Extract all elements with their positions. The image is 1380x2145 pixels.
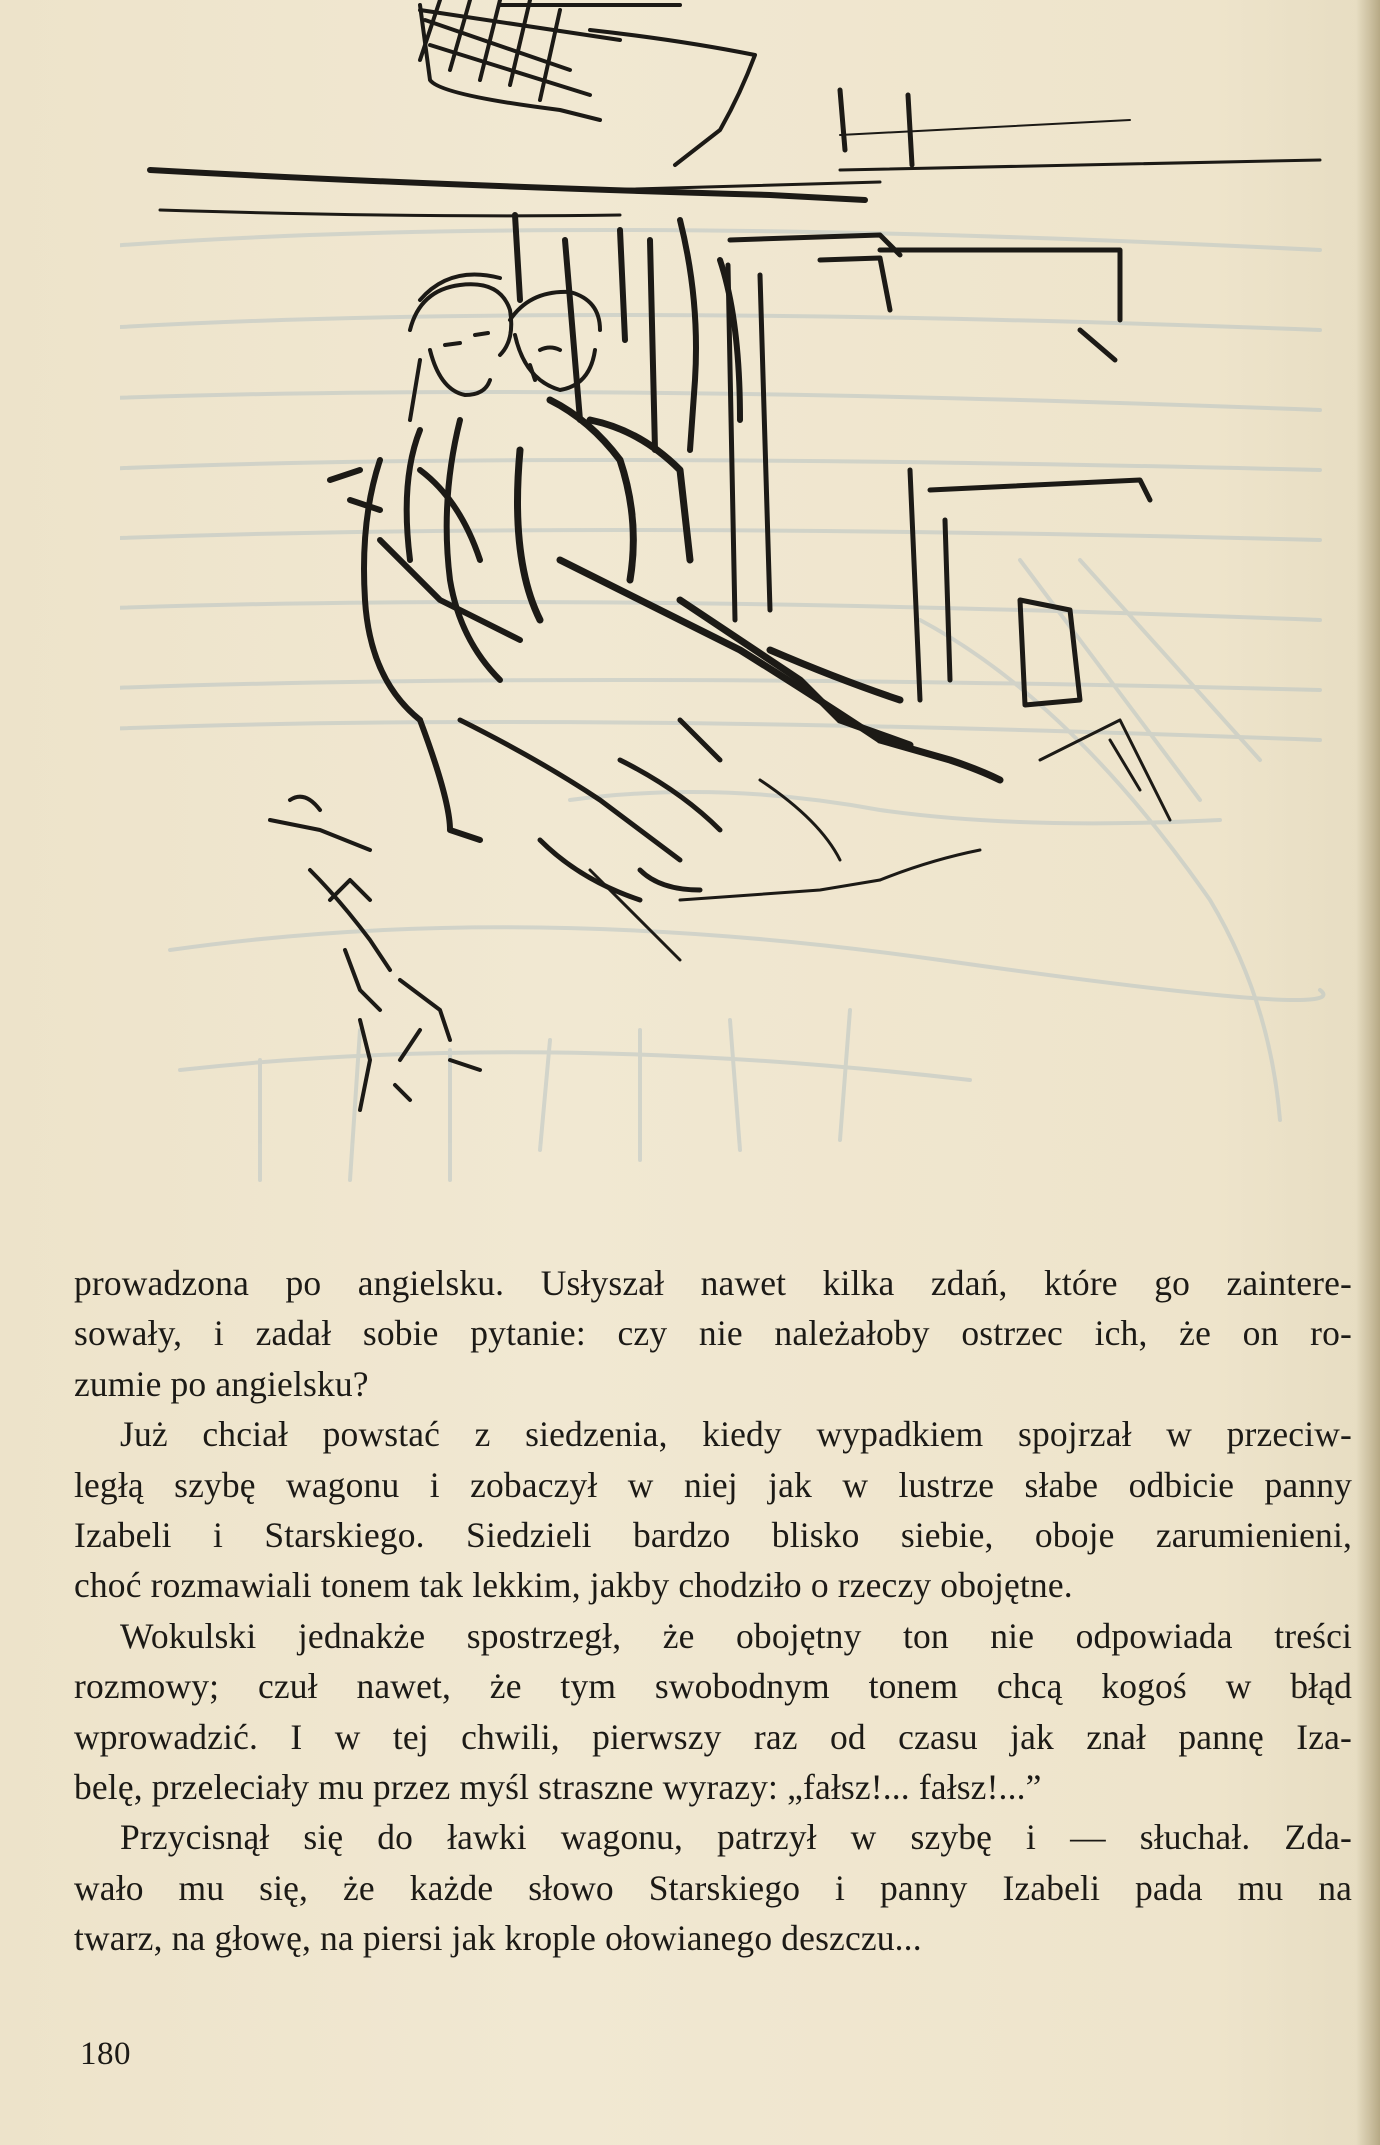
- text-line: Izabeli i Starskiego. Siedzieli bardzo blisko siebie, oboje zarumienieni,: [74, 1514, 1352, 1555]
- text-line: ległą szybę wagonu i zobaczył w niej jak w lustrze słabe odbicie panny: [74, 1464, 1352, 1505]
- text-line: Przycisnął się do ławki wagonu, patrzył w szybę i — słuchał. Zda-: [120, 1817, 1352, 1858]
- page-number: 180: [80, 2036, 131, 2072]
- text-line: sowały, i zadał sobie pytanie: czy nie należałoby ostrzec ich, że on ro-: [74, 1313, 1352, 1354]
- ink-sketch: [150, 0, 1320, 1110]
- text-line: Już chciał powstać z siedzenia, kiedy wypadkiem spojrzał w przeciw-: [120, 1414, 1352, 1455]
- illustration-railway-carriage: [120, 0, 1340, 1230]
- text-line: belę, przeleciały mu przez myśl straszne wyrazy: „fałsz!... fałsz!...”: [74, 1766, 1042, 1807]
- text-line: wprowadzić. I w tej chwili, pierwszy raz od czasu jak znał pannę Iza-: [74, 1716, 1352, 1757]
- show-through-reverse-sketch: [120, 230, 1323, 1180]
- text-line: zumie po angielsku?: [74, 1363, 369, 1404]
- text-line: choć rozmawiali tonem tak lekkim, jakby chodziło o rzeczy obojętne.: [74, 1565, 1073, 1606]
- page-edge-shadow: [1356, 0, 1380, 2145]
- text-line: wało mu się, że każde słowo Starskiego i panny Izabeli pada mu na: [74, 1867, 1352, 1908]
- text-line: Wokulski jednakże spostrzegł, że obojętny ton nie odpowiada treści: [120, 1615, 1352, 1656]
- body-text: [74, 1258, 1352, 1963]
- text-line: rozmowy; czuł nawet, że tym swobodnym tonem chcą kogoś w błąd: [74, 1666, 1352, 1707]
- text-line: twarz, na głowę, na piersi jak krople ołowianego deszczu...: [74, 1918, 922, 1959]
- text-line: prowadzona po angielsku. Usłyszał nawet kilka zdań, które go zaintere-: [74, 1263, 1352, 1303]
